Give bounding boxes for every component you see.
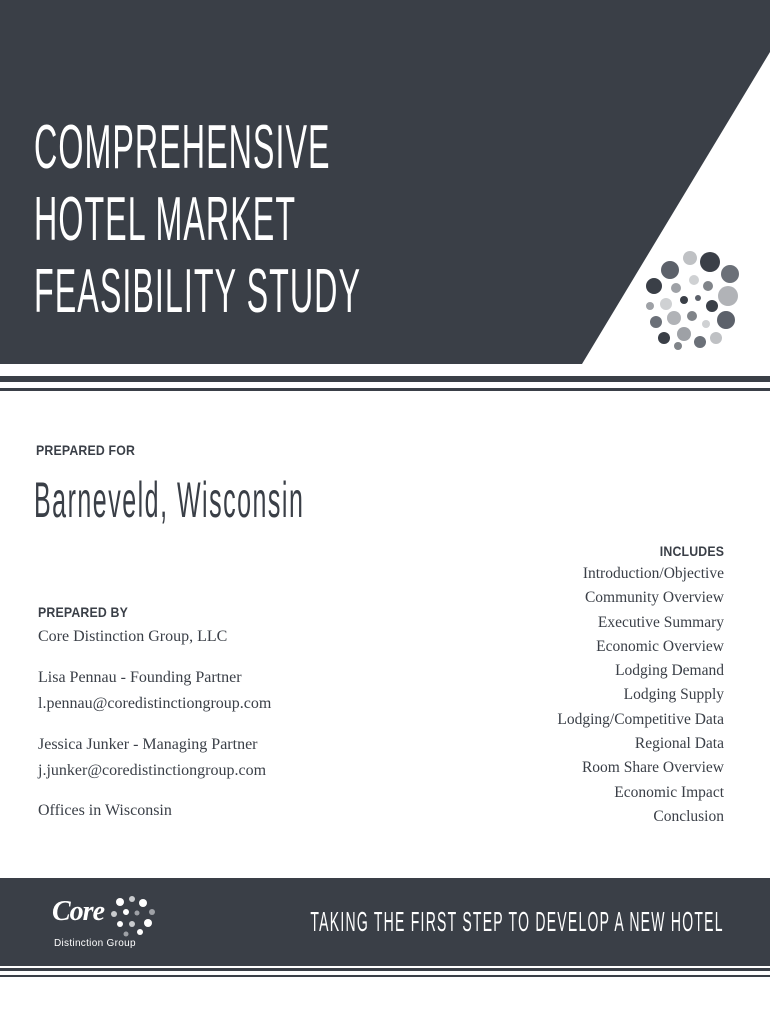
title-line-2: HOTEL MARKET xyxy=(34,185,297,254)
dot-circle-graphic xyxy=(636,246,748,350)
list-item: Lodging Demand xyxy=(615,662,724,680)
list-item: Lodging/Competitive Data xyxy=(557,710,724,728)
logo-wordmark: Core xyxy=(52,896,104,927)
contact-1-email: l.pennau@coredistinctiongroup.com xyxy=(38,695,272,712)
logo-subtitle: Distinction Group xyxy=(54,938,136,949)
list-item: Economic Overview xyxy=(596,637,724,655)
prepared-for-label: PREPARED FOR xyxy=(36,442,136,458)
contact-2-email: j.junker@coredistinctiongroup.com xyxy=(38,762,267,779)
company-logo xyxy=(50,892,160,956)
document-title xyxy=(34,112,361,328)
footer-tagline: TAKING THE FIRST STEP TO DEVELOP A NEW HOTEL xyxy=(310,906,724,937)
divider-stripe-bottom-thin xyxy=(0,975,770,977)
divider-stripe-top-thin xyxy=(0,388,770,391)
list-item: Room Share Overview xyxy=(581,759,724,777)
list-item: Introduction/Objective xyxy=(582,565,724,582)
company-name: Core Distinction Group, LLC xyxy=(38,628,228,645)
footer-band xyxy=(0,878,770,966)
contact-2-name: Jessica Junker - Managing Partner xyxy=(38,736,258,753)
contact-1-name: Lisa Pennau - Founding Partner xyxy=(38,669,242,686)
list-item: Community Overview xyxy=(584,589,724,607)
list-item: Economic Impact xyxy=(614,783,724,801)
list-item: Conclusion xyxy=(653,807,724,825)
offices-text: Offices in Wisconsin xyxy=(38,802,172,819)
list-item: Lodging Supply xyxy=(623,686,724,704)
prepared-by-label: PREPARED BY xyxy=(38,604,129,620)
logo-dots-icon xyxy=(106,894,158,938)
list-item: Executive Summary xyxy=(597,613,724,631)
title-line-3: FEASIBILITY STUDY xyxy=(34,257,362,326)
title-line-1: COMPREHENSIVE xyxy=(34,113,331,182)
location-title: Barneveld, Wisconsin xyxy=(34,472,305,528)
divider-stripe-bottom xyxy=(0,968,770,971)
includes-label: INCLUDES xyxy=(659,543,724,559)
list-item: Regional Data xyxy=(634,735,724,753)
includes-list xyxy=(557,562,724,829)
divider-stripe-top xyxy=(0,376,770,382)
